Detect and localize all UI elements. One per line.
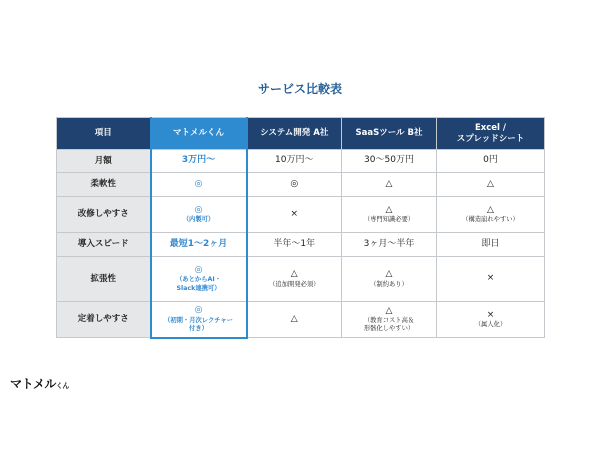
table-cell bbox=[437, 197, 545, 233]
page-title: サービス比較表 bbox=[257, 82, 342, 96]
cell-value: △ bbox=[290, 269, 298, 280]
cell-value: △ bbox=[290, 313, 298, 324]
cell-value: ◎ bbox=[290, 178, 299, 189]
cell-note: （制約あり） bbox=[370, 280, 408, 288]
table-cell bbox=[342, 233, 437, 257]
row-label: 拡張性 bbox=[57, 257, 151, 302]
table-cell bbox=[151, 233, 247, 257]
table-cell bbox=[247, 233, 342, 257]
comparison-table-wrap bbox=[56, 117, 545, 339]
table-cell bbox=[437, 233, 545, 257]
row-label: 柔軟性 bbox=[57, 173, 151, 197]
cell-note: （構造崩れやすい） bbox=[462, 216, 519, 224]
comparison-table bbox=[56, 117, 545, 339]
cell-value: × bbox=[486, 309, 495, 320]
cell-note: （内製可） bbox=[182, 216, 215, 224]
table-cell bbox=[151, 197, 247, 233]
table-cell bbox=[437, 257, 545, 302]
column-header-0: 項目 bbox=[57, 118, 151, 150]
row-label: 導入スピード bbox=[57, 233, 151, 257]
table-row bbox=[57, 233, 545, 257]
cell-value: ◎ bbox=[194, 265, 203, 276]
cell-value: △ bbox=[385, 204, 393, 215]
column-header-3: SaaSツール B社 bbox=[342, 118, 437, 150]
cell-note: （専門知識必要） bbox=[363, 216, 415, 224]
cell-value: ◎ bbox=[194, 178, 203, 189]
logo-small-text: くん bbox=[55, 382, 69, 390]
table-cell bbox=[342, 302, 437, 338]
table-cell bbox=[151, 302, 247, 338]
column-header-4: Excel / スプレッドシート bbox=[437, 118, 545, 150]
table-cell bbox=[437, 302, 545, 338]
cell-value: 0円 bbox=[483, 155, 498, 166]
cell-value: × bbox=[486, 273, 495, 284]
table-row bbox=[57, 197, 545, 233]
cell-value: ◎ bbox=[194, 204, 203, 215]
row-label: 定着しやすさ bbox=[57, 302, 151, 338]
cell-value: 即日 bbox=[481, 238, 500, 249]
column-header-1: マトメルくん bbox=[151, 118, 247, 150]
table-cell bbox=[151, 150, 247, 173]
table-row bbox=[57, 150, 545, 173]
cell-value: △ bbox=[385, 305, 393, 316]
row-label: 改修しやすさ bbox=[57, 197, 151, 233]
cell-note: （あとからAI・ Slack連携可） bbox=[176, 276, 221, 292]
cell-note: （教育コスト高＆ 形骸化しやすい） bbox=[363, 316, 415, 333]
cell-value: × bbox=[290, 208, 299, 219]
table-cell bbox=[342, 150, 437, 173]
brand-logo bbox=[10, 375, 69, 392]
cell-value: △ bbox=[487, 178, 494, 189]
cell-value: 3ヶ月〜半年 bbox=[363, 238, 415, 249]
header-row bbox=[57, 118, 545, 150]
table-cell bbox=[247, 257, 342, 302]
table-cell bbox=[151, 173, 247, 197]
table-cell bbox=[342, 173, 437, 197]
cell-value: △ bbox=[487, 204, 494, 215]
row-label: 月額 bbox=[57, 150, 151, 173]
cell-value: 10万円〜 bbox=[275, 155, 314, 166]
cell-value: 3万円〜 bbox=[181, 155, 216, 166]
table-cell bbox=[247, 302, 342, 338]
table-cell bbox=[342, 197, 437, 233]
table-body bbox=[57, 150, 545, 338]
table-cell bbox=[437, 173, 545, 197]
table-row bbox=[57, 302, 545, 338]
table-cell bbox=[342, 257, 437, 302]
cell-value: 最短1〜2ヶ月 bbox=[169, 238, 228, 249]
logo-main-text: マトメル bbox=[10, 377, 56, 391]
table-cell bbox=[247, 173, 342, 197]
cell-note: （属人化） bbox=[474, 321, 507, 329]
cell-note: （追加開発必須） bbox=[269, 280, 320, 288]
cell-value: ◎ bbox=[194, 305, 203, 316]
cell-value: △ bbox=[385, 269, 393, 280]
cell-value: △ bbox=[385, 178, 393, 189]
table-cell bbox=[437, 150, 545, 173]
cell-note: （初期・月次レクチャー 付き） bbox=[164, 316, 233, 332]
table-cell bbox=[247, 150, 342, 173]
column-header-2: システム開発 A社 bbox=[247, 118, 342, 150]
cell-value: 半年〜1年 bbox=[273, 238, 316, 249]
table-cell bbox=[247, 197, 342, 233]
table-cell bbox=[151, 257, 247, 302]
cell-value: 30〜50万円 bbox=[364, 155, 414, 166]
table-row bbox=[57, 173, 545, 197]
table-row bbox=[57, 257, 545, 302]
